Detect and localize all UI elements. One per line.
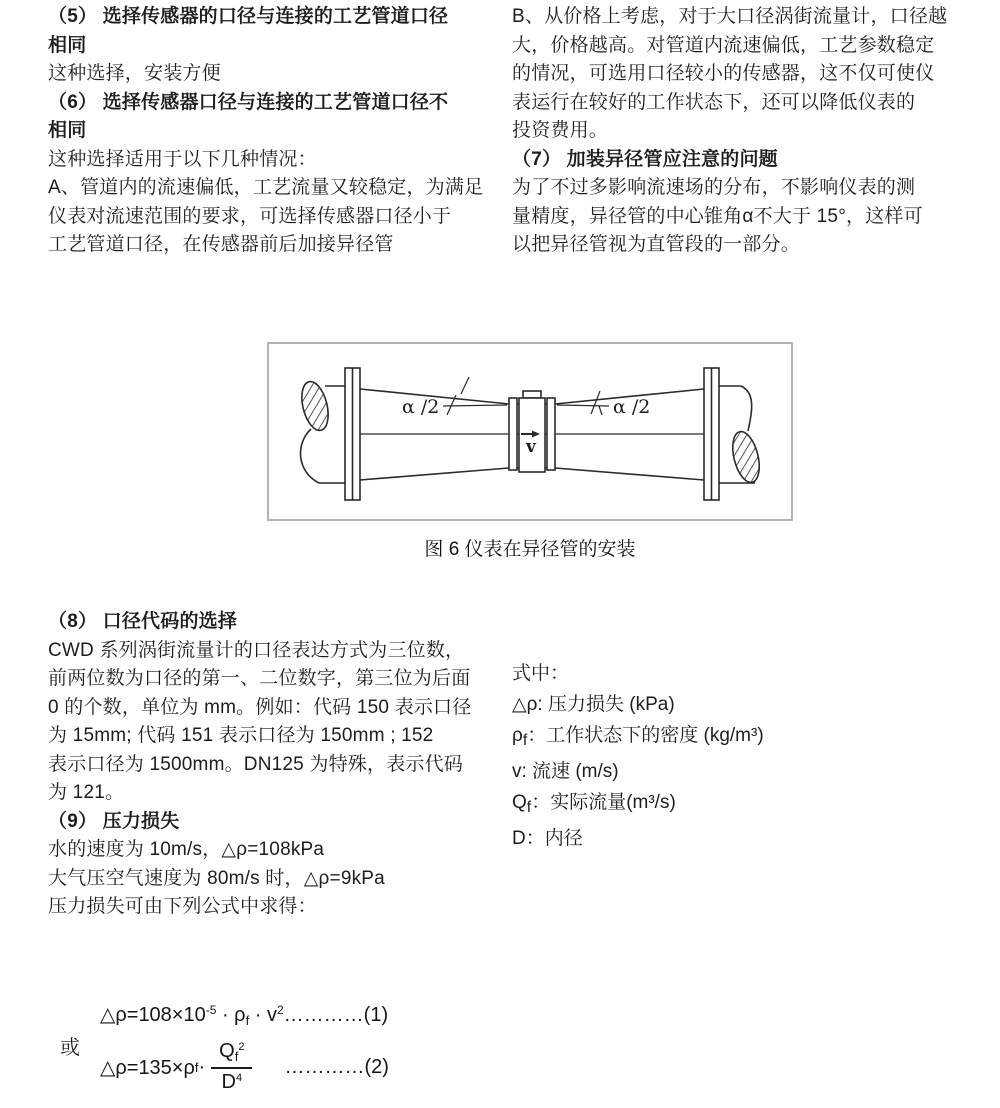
section-7-column xyxy=(512,3,964,260)
section-6-heading-wrap: 相同 xyxy=(48,120,87,141)
body-line: 0 的个数，单位为 mm。例如：代码 150 表示口径 xyxy=(48,696,472,718)
section-9-heading: （9） 压力损失 xyxy=(48,810,180,832)
body-line: A、管道内的流速偏低，工艺流量又较稳定，为满足 xyxy=(48,177,484,198)
def-rho-f: $\rho_f$：工作状态下的密度 (kg/m³) xyxy=(512,725,764,749)
dim-line-right xyxy=(557,405,609,406)
section-5-heading-wrap: 相同 xyxy=(48,34,87,56)
section-5-6-column xyxy=(48,3,496,260)
body-line: 为 121。 xyxy=(48,782,125,803)
hatch-ellipse-left xyxy=(297,379,332,433)
body-line: 前两位数为口径的第一、二位数字，第三位为后面 xyxy=(48,668,471,689)
body-line: 这种选择适用于以下几种情况： xyxy=(48,148,317,170)
section-8-9-column xyxy=(48,608,500,922)
fraction-numerator: $Q_f^2$ xyxy=(211,1040,252,1069)
body-line: 为了不过多影响流速场的分布，不影响仪表的测 xyxy=(512,177,916,198)
body-line: 表示口径为 1500mm。DN125 为特殊，表示代码 xyxy=(48,753,464,775)
body-line: 大气压空气速度为 80m/s 时，△ρ=9kPa xyxy=(48,867,385,889)
meter-flange-right xyxy=(547,398,555,470)
dim-line-left xyxy=(443,405,507,406)
cone-right-bottom xyxy=(555,468,704,480)
section-7-heading: （7） 加装异径管应注意的问题 xyxy=(512,148,778,170)
fraction xyxy=(211,1040,252,1094)
figure-6-caption: 图 6 仪表在异径管的安装 xyxy=(424,539,636,560)
body-line: B、从价格上考虑，对于大口径涡街流量计，口径越 xyxy=(512,6,948,27)
dim-ext-left xyxy=(461,377,469,394)
body-line: 的情况，可选用口径较小的传感器，这不仅可使仪 xyxy=(512,63,935,84)
hatch-ellipse-right xyxy=(728,429,764,485)
alpha-half-label-right: α /2 xyxy=(613,396,651,418)
body-line: 量精度，异径管的中心锥角α不大于 15°，这样可 xyxy=(512,205,923,227)
defs-title: 式中： xyxy=(512,663,570,684)
velocity-label: v xyxy=(526,437,536,457)
body-line: 仪表对流速范围的要求，可选择传感器口径小于 xyxy=(48,205,452,227)
body-line: 压力损失可由下列公式中求得： xyxy=(48,896,317,917)
body-line: 水的速度为 10m/s，△ρ=108kPa xyxy=(48,839,325,860)
section-8-heading: （8） 口径代码的选择 xyxy=(48,611,238,632)
section-6-heading: （6） 选择传感器口径与连接的工艺管道口径不 xyxy=(48,91,449,113)
pipe-left-break-curve xyxy=(301,429,319,483)
flowmeter-cap xyxy=(523,391,541,398)
figure-6-box xyxy=(267,342,793,521)
meter-flange-left xyxy=(509,398,517,470)
dim-ext-right xyxy=(599,406,602,415)
def-delta-rho: △ρ: 压力损失 (kPa) xyxy=(512,694,675,715)
section-5-heading: （5） 选择传感器的口径与连接的工艺管道口径 xyxy=(48,6,449,27)
alpha-half-label-left: α /2 xyxy=(402,396,440,418)
body-line: 表运行在较好的工作状态下，还可以降低仪表的 xyxy=(512,91,916,113)
body-line: 以把异径管视为直管段的一部分。 xyxy=(512,234,801,255)
cone-left-bottom xyxy=(360,468,509,480)
def-flow-rate: $Q_f$：实际流量(m³/s) xyxy=(512,792,676,816)
variable-definitions xyxy=(512,658,942,854)
fraction-denominator: $D^4$ xyxy=(221,1071,243,1093)
body-line: CWD 系列涡街流量计的口径表达方式为三位数， xyxy=(48,639,465,661)
or-label: 或 xyxy=(60,1037,80,1059)
dim-tick-right xyxy=(591,391,600,414)
formula-2: △ρ=135×ρ f · $\frac{Q_f^2}{D^4}$ …………(2) xyxy=(100,1040,389,1093)
body-line: 大，价格越高。对管道内流速偏低，工艺参数稳定 xyxy=(512,34,935,56)
body-line: 投资费用。 xyxy=(512,120,609,141)
body-line: 这种选择，安装方便 xyxy=(48,63,221,84)
def-velocity: v: 流速 (m/s) xyxy=(512,761,619,782)
formula-1: $\triangle\rho=108\times 10^{-5} \cdot \rho_f$ · $v^2\dots\dots\dots\dots(1)$ xyxy=(100,1003,389,1028)
reducer-pipe-diagram xyxy=(269,344,791,519)
def-diameter: D：内径 xyxy=(512,828,583,849)
body-line: 为 15mm; 代码 151 表示口径为 150mm ; 152 xyxy=(48,725,434,746)
body-line: 工艺管道口径，在传感器前后加接异径管 xyxy=(48,234,394,255)
pipe-right-break-curve xyxy=(741,386,752,431)
